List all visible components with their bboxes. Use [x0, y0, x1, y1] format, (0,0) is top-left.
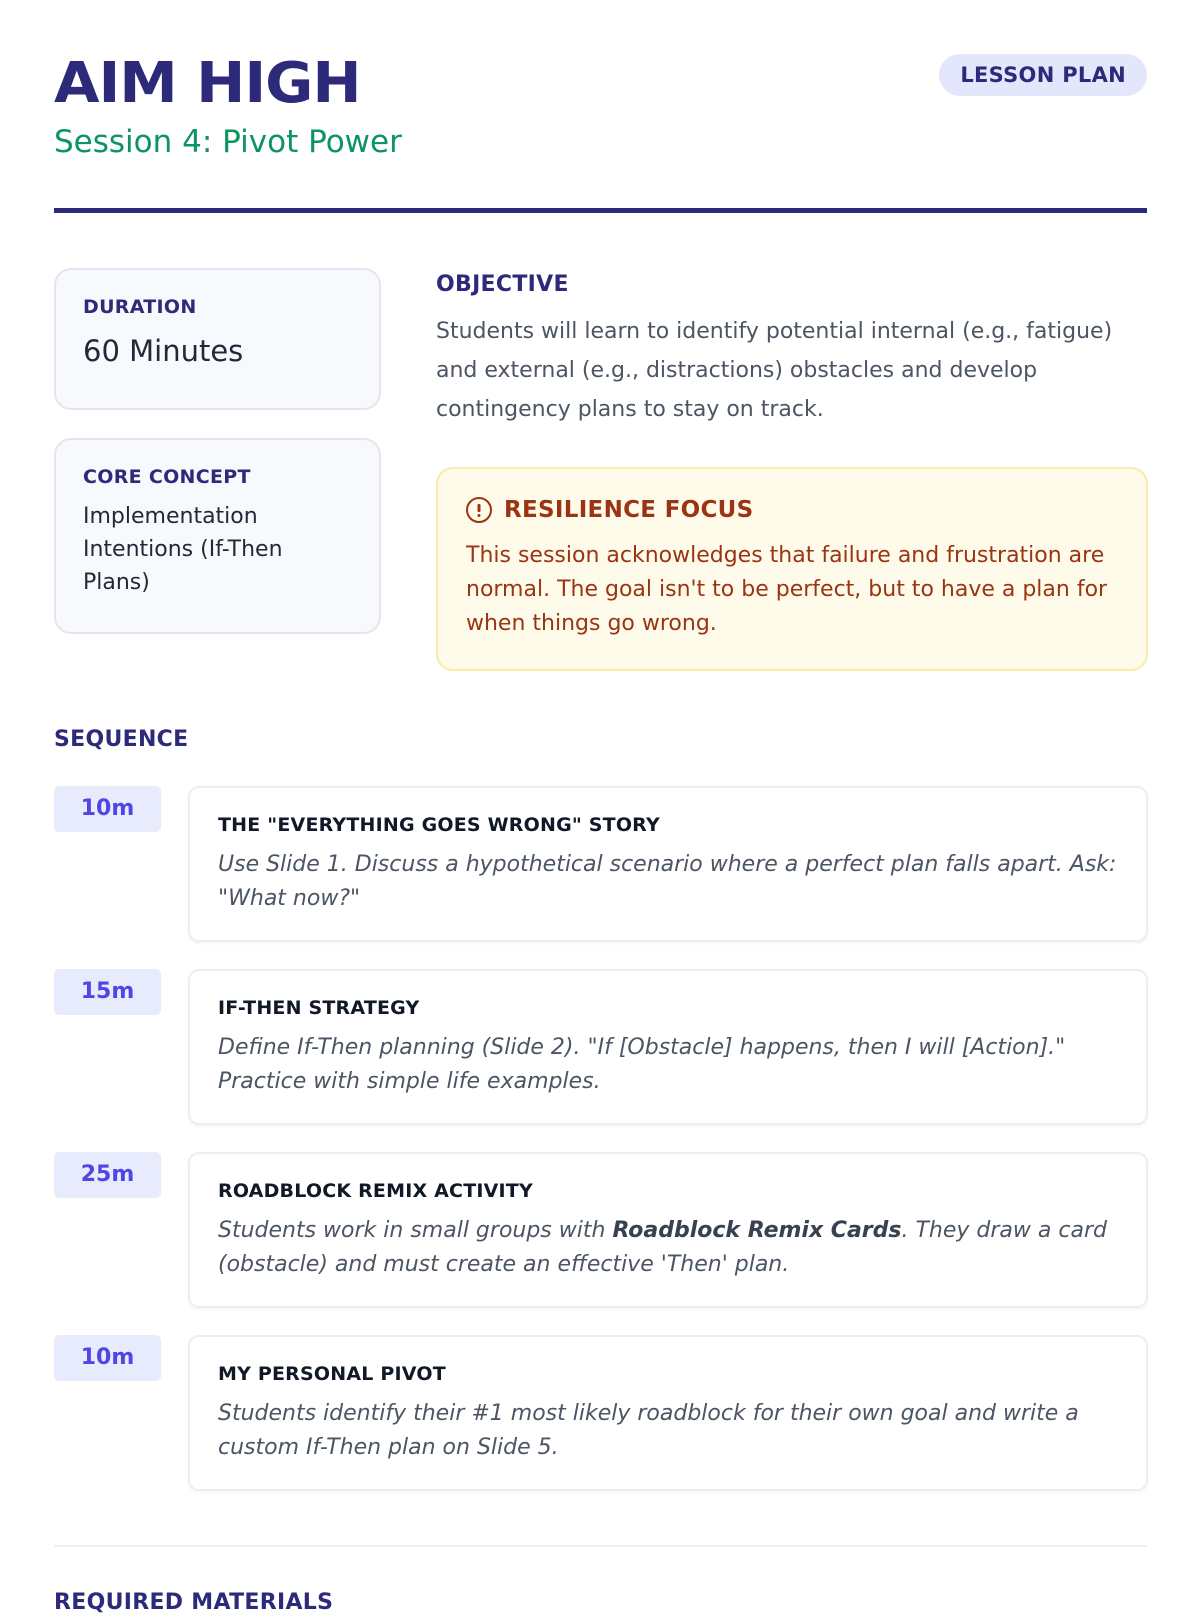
duration-card	[54, 268, 381, 410]
session-subtitle: Session 4: Pivot Power	[54, 124, 402, 160]
step-time-badge: 25m	[54, 1152, 161, 1198]
resilience-focus-title: RESILIENCE FOCUS	[504, 497, 754, 523]
section-divider	[54, 1545, 1147, 1547]
core-concept-value: Implementation Intentions (If-Then Plans)	[83, 504, 283, 595]
header-divider	[54, 208, 1147, 213]
page-title: AIM HIGH	[54, 51, 361, 116]
resilience-focus-header	[466, 497, 1118, 523]
sequence-step	[188, 969, 1148, 1125]
sequence-step	[188, 1335, 1148, 1491]
objective-heading: OBJECTIVE	[436, 272, 569, 297]
sequence-step	[188, 786, 1148, 942]
duration-value: 60 Minutes	[83, 334, 244, 368]
objective-text: Students will learn to identify potential internal (e.g., fatigue) and external (e.g., distractions) obstacles and develop contingency plans to stay on track.	[436, 319, 1113, 422]
step-title: THE "EVERYTHING GOES WRONG" STORY	[218, 814, 660, 836]
roadblock-remix-cards-emphasis: Roadblock Remix Cards	[612, 1218, 902, 1243]
lesson-plan-badge: LESSON PLAN	[939, 54, 1147, 96]
alert-circle-icon	[466, 497, 492, 523]
resilience-focus-callout	[436, 467, 1148, 671]
sequence-step	[188, 1152, 1148, 1308]
core-concept-label: CORE CONCEPT	[83, 466, 251, 488]
sequence-heading: SEQUENCE	[54, 727, 189, 752]
step-time-badge: 10m	[54, 1335, 161, 1381]
step-description	[218, 1214, 1118, 1282]
step-description-text: Students work in small groups with	[218, 1218, 613, 1243]
step-description: Students identify their #1 most likely roadblock for their own goal and write a custom If-Then plan on Slide 5.	[218, 1401, 1079, 1460]
step-description: Use Slide 1. Discuss a hypothetical scenario where a perfect plan falls apart. Ask: "What now?"	[218, 852, 1117, 911]
duration-label: DURATION	[83, 296, 197, 318]
required-materials-heading: REQUIRED MATERIALS	[54, 1590, 334, 1615]
core-concept-card	[54, 438, 381, 634]
step-time-badge: 10m	[54, 786, 161, 832]
step-title: IF-THEN STRATEGY	[218, 997, 420, 1019]
step-description: Define If-Then planning (Slide 2). "If [Obstacle] happens, then I will [Action]." Practice with simple life examples.	[218, 1035, 1066, 1094]
step-description-text: . They draw a card (obstacle) and must create an effective 'Then' plan.	[218, 1218, 1107, 1277]
step-title: ROADBLOCK REMIX ACTIVITY	[218, 1180, 533, 1202]
step-title: MY PERSONAL PIVOT	[218, 1363, 446, 1385]
step-time-badge: 15m	[54, 969, 161, 1015]
resilience-focus-text: This session acknowledges that failure and frustration are normal. The goal isn't to be perfect, but to have a plan for when things go wrong.	[466, 543, 1108, 636]
